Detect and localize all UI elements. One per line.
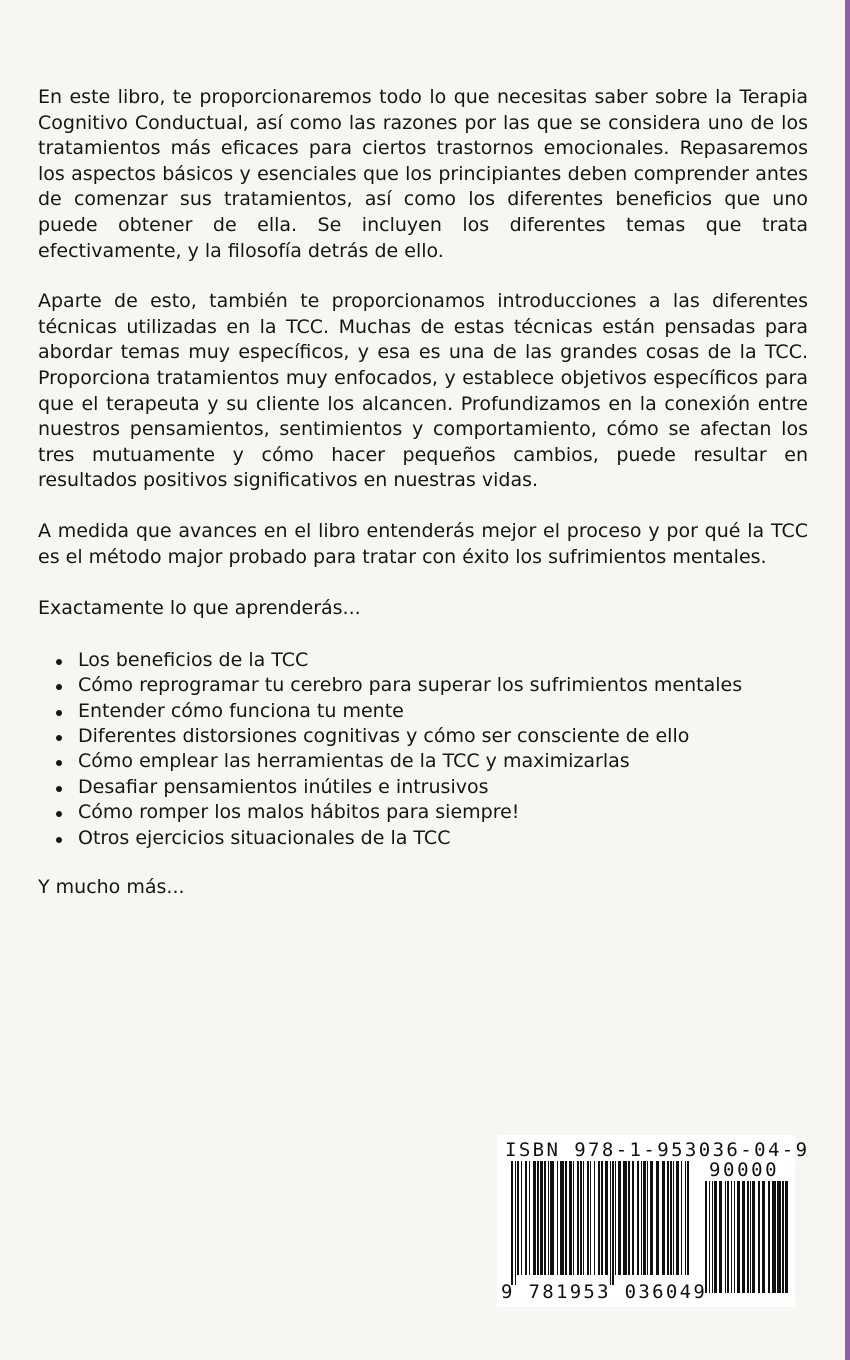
barcode-bar [577,1161,579,1275]
addon-barcode-bars [705,1181,789,1303]
barcode-bar [573,1161,574,1275]
barcode-bar [662,1161,665,1275]
barcode-bar [615,1161,616,1275]
barcode-bar [610,1161,611,1285]
bullet-icon [56,811,62,817]
barcode-bar [742,1181,745,1293]
techniques-paragraph: Aparte de esto, también te proporcionamos introducciones a las diferentes técnicas utilizadas en la TCC. Muchas de estas técnicas están pensadas para abordar temas muy específicos, y esa es una de las grandes cosas de la TCC. Proporciona tratamientos muy enfocados, y establece objetivos específicos para que el terapeuta y su cliente los alcancen. Profundizamos en la conexión entre nuestros pensamientos, sentimientos y comportamiento, cómo se afectan los tres mutuamente y cómo hacer pequeños cambios, puede resultar en resultados positivos significativos en nuestras vidas. [38,290,808,492]
isbn-label: ISBN 978-1-953036-04-9 [505,1139,810,1161]
barcode-bar [533,1161,536,1275]
list-item [38,699,808,724]
barcode-bar [777,1181,781,1293]
barcode-bar [709,1181,710,1293]
barcode-bar [752,1181,755,1293]
bullet-icon [56,710,62,716]
spine-edge-stripe [845,0,850,1360]
barcode-bar [727,1181,729,1293]
barcode-bar [618,1161,621,1275]
barcode-bar [785,1181,788,1293]
barcode-bar [637,1161,639,1275]
barcode-bar [525,1161,527,1275]
barcode-bar [521,1161,522,1275]
bullet-icon [56,760,62,766]
barcode-bar [515,1161,516,1285]
ean-barcode-bars [511,1161,691,1285]
barcode-bar [673,1161,674,1275]
barcode-bar [548,1161,549,1275]
barcode-bar [714,1181,717,1293]
barcode-bar [725,1181,726,1293]
barcode-bar [758,1181,760,1293]
barcode-bar [569,1161,572,1275]
barcode-bar [647,1161,648,1275]
bullet-icon [56,837,62,843]
barcode-bar [580,1161,582,1275]
barcode-bar [734,1181,735,1293]
list-item-label: Cómo romper los malos hábitos para siempre! [78,801,520,824]
learn-heading: Exactamente lo que aprenderás... [38,597,361,620]
bullet-icon [56,684,62,690]
barcode-bar [587,1161,589,1275]
barcode-bar [540,1161,543,1275]
barcode-bar [623,1161,627,1275]
barcode-bar [643,1161,646,1275]
barcode-bar [656,1161,659,1275]
barcode-bar [782,1181,784,1293]
barcode-bar [511,1161,513,1285]
barcode-bar [737,1181,740,1293]
barcode-bar [667,1161,669,1275]
barcode-bar [772,1181,776,1293]
barcode-bar [628,1161,630,1275]
barcode-bar [747,1181,749,1293]
list-item-label: Entender cómo funciona tu mente [78,699,404,722]
barcode-bar [590,1161,591,1275]
barcode-bar [544,1161,546,1275]
closing-line: Y mucho más... [38,875,185,898]
barcode-bar [632,1161,634,1275]
barcode-bar [594,1161,595,1275]
barcode-bar [565,1161,567,1275]
back-cover-text [38,85,808,901]
list-item [38,648,808,673]
barcode-bar [560,1161,564,1275]
list-item-label: Otros ejercicios situacionales de la TCC [78,826,451,849]
barcode-bar [517,1161,519,1275]
barcode-bar [601,1161,603,1275]
barcode-bar [719,1181,722,1293]
barcode-bar [641,1161,642,1275]
barcode-bar [557,1161,558,1275]
barcode-bar [670,1161,672,1275]
barcode-bar [529,1161,530,1275]
price-code: 90000 [709,1159,780,1181]
barcode-bar [583,1161,584,1275]
list-item [38,749,808,774]
barcode-bar [650,1161,653,1275]
barcode-bar [687,1161,689,1275]
isbn-barcode [497,1135,810,1307]
barcode-bar [768,1181,770,1293]
list-item [38,673,808,698]
list-item-label: Los beneficios de la TCC [78,648,309,671]
barcode-bar [681,1161,682,1275]
barcode-bar [605,1161,608,1275]
barcode-bar [676,1161,679,1275]
barcode-bar [612,1161,614,1285]
barcode-bar [550,1161,554,1275]
bullet-icon [56,735,62,741]
bullet-icon [56,659,62,665]
ean-digits: 9 781953 036049 [501,1281,708,1303]
list-item-label: Cómo emplear las herramientas de la TCC y maximizarlas [78,750,630,773]
barcode-bar [762,1181,765,1293]
progress-paragraph: A medida que avances en el libro entenderás mejor el proceso y por qué la TCC es el método major probado para tratar con éxito los sufrimientos mentales. [38,519,808,568]
intro-paragraph: En este libro, te proporcionaremos todo lo que necesitas saber sobre la Terapia Cognitivo Conductual, así como las razones por las que se considera uno de los tratamientos más eficaces para ciertos trastornos emocionales. Repasaremos los aspectos básicos y esenciales que los principiantes deben comprender antes de comenzar sus tratamientos, así como los diferentes beneficios que uno puede obtener de ella. Se incluyen los diferentes temas que trata efectivamente, y la filosofía detrás de ello. [38,86,808,262]
barcode-bar [712,1181,713,1293]
list-item [38,800,808,825]
learn-list [38,648,808,851]
list-item [38,775,808,800]
list-item [38,724,808,749]
barcode-bar [685,1161,686,1275]
list-item-label: Cómo reprogramar tu cerebro para superar los sufrimientos mentales [78,674,743,697]
list-item-label: Desafiar pensamientos inútiles e intrusivos [78,775,489,798]
list-item [38,826,808,851]
barcode-bar [598,1161,600,1275]
barcode-bar [537,1161,539,1275]
bullet-icon [56,786,62,792]
barcode-bar [750,1181,751,1293]
list-item-label: Diferentes distorsiones cognitivas y cómo ser consciente de ello [78,724,690,747]
barcode-bar [705,1181,707,1293]
barcode-bar [731,1181,732,1293]
